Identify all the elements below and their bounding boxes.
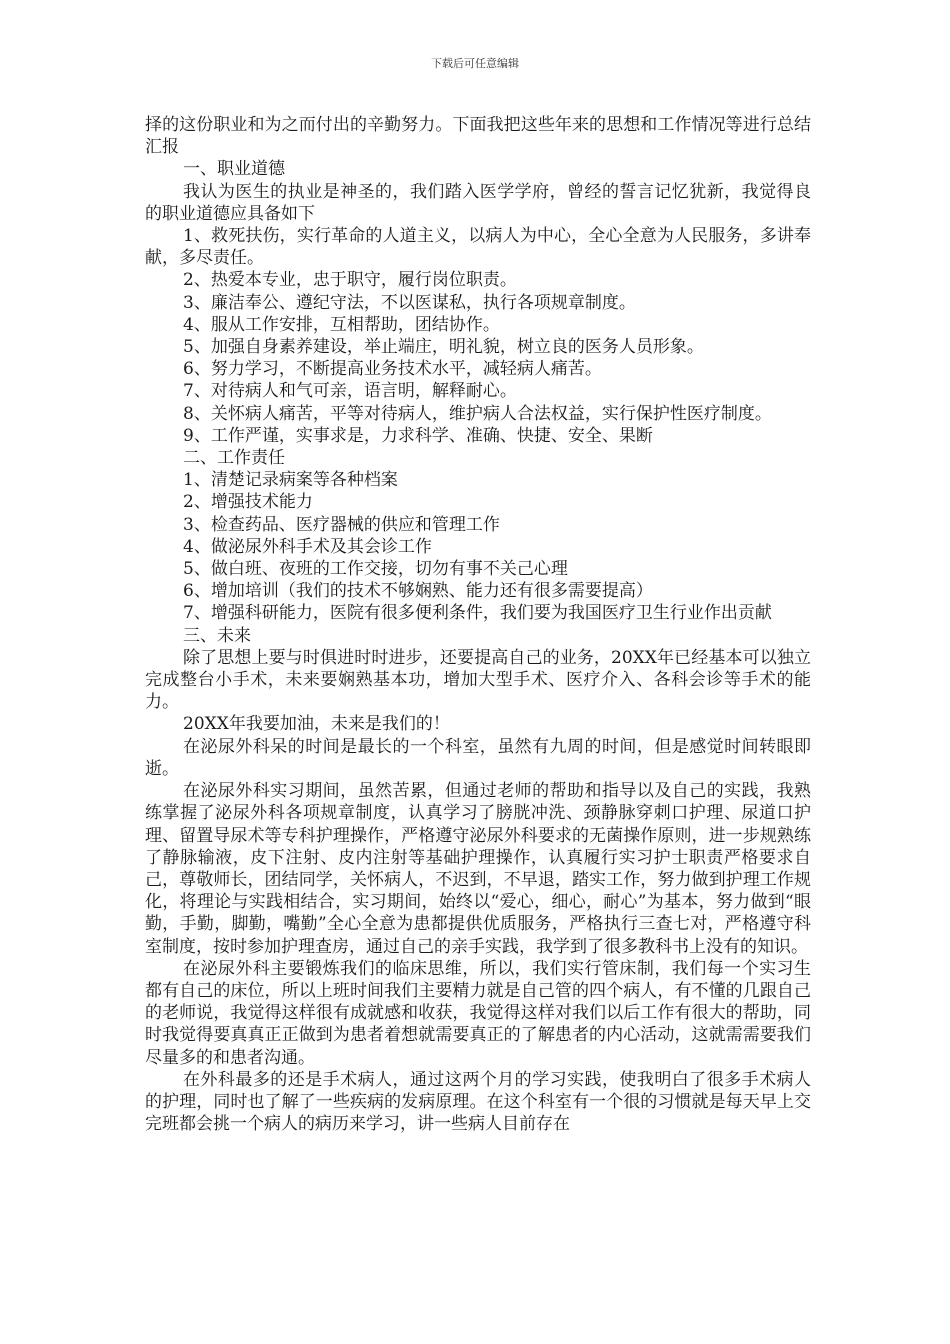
paragraph: 6、努力学习，不断提高业务技术水平，减轻病人痛苦。: [183, 359, 602, 380]
paragraph: 在泌尿外科主要锻炼我们的临床思维，所以，我们实行管床制，我们每一个实习生都有自己的床位，所以上班时间我们主要精力就是自己管的四个病人，有不懂的几跟自己的老师说，我觉得这样很有成就感和收获，我觉得这样对我们以后工作有很大的帮助，同时我觉得要真真正正做到为患者着想就需要真正的了解患者的内心活动，这就需需要我们尽量多的和患者沟通。: [145, 958, 811, 1068]
paragraph: 在泌尿外科呆的时间是最长的一个科室，虽然有九周的时间，但是感觉时间转眼即逝。: [145, 736, 811, 779]
paragraph: 在外科最多的还是手术病人，通过这两个月的学习实践，使我明白了很多手术病人的护理，同时也了解了一些疾病的发病原理。在这个科室有一个很的习惯就是每天早上交完班都会挑一个病人的病历来学习，讲一些病人目前存在: [145, 1069, 811, 1135]
paragraph: 一、职业道德: [183, 159, 285, 180]
paragraph: 我认为医生的执业是神圣的，我们踏入医学学府，曾经的誓言记忆犹新，我觉得良的职业道德应具备如下: [145, 181, 811, 224]
paragraph: 除了思想上要与时俱进时时进步，还要提高自己的业务，20XX年已经基本可以独立完成整台小手术，未来要娴熟基本功，增加大型手术、医疗介入、各科会诊等手术的能力。: [145, 647, 811, 713]
paragraph: 7、增强科研能力，医院有很多便利条件，我们要为我国医疗卫生行业作出贡献: [183, 603, 772, 624]
paragraph: 择的这份职业和为之而付出的辛勤努力。下面我把这些年来的思想和工作情况等进行总结汇报: [145, 115, 811, 158]
paragraph: 6、增加培训（我们的技术不够娴熟、能力还有很多需要提高）: [183, 581, 653, 602]
paragraph: 1、救死扶伤，实行革命的人道主义，以病人为中心，全心全意为人民服务，多讲奉献，多尽责任。: [145, 226, 811, 269]
paragraph: 2、热爱本专业，忠于职守，履行岗位职责。: [183, 270, 517, 291]
paragraph: 5、做白班、夜班的工作交接，切勿有事不关己心理: [183, 559, 568, 580]
paragraph: 9、工作严谨，实事求是，力求科学、准确、快捷、安全、果断: [183, 425, 653, 446]
paragraph: 4、服从工作安排，互相帮助，团结协作。: [183, 314, 500, 335]
paragraph: 二、工作责任: [183, 448, 285, 469]
paragraph: 1、清楚记录病案等各种档案: [183, 470, 398, 491]
paragraph: 在泌尿外科实习期间，虽然苦累，但通过老师的帮助和指导以及自己的实践，我熟练掌握了泌尿外科各项规章制度，认真学习了膀胱冲洗、颈静脉穿刺口护理、尿道口护理、留置导尿术等专科护理操作，严格遵守泌尿外科要求的无菌操作原则，进一步规熟练了静脉输液，皮下注射、皮内注射等基础护理操作，认真履行实习护士职责严格要求自己，尊敬师长，团结同学，关怀病人，不迟到，不早退，踏实工作，努力做到护理工作规化，将理论与实践相结合，实习期间，始终以“爱心，细心，耐心”为基本，努力做到“眼勤，手勤，脚勤，嘴勤”全心全意为患都提供优质服务，严格执行三查七对，严格遵守科室制度，按时参加护理查房，通过自己的亲手实践，我学到了很多教科书上没有的知识。: [145, 781, 811, 957]
paragraph: 3、检查药品、医疗器械的供应和管理工作: [183, 514, 500, 535]
paragraph: 20XX年我要加油，未来是我们的！: [183, 714, 450, 735]
paragraph: 三、未来: [183, 625, 251, 646]
paragraph: 8、关怀病人痛苦，平等对待病人，维护病人合法权益，实行保护性医疗制度。: [183, 403, 772, 424]
paragraph: 2、增强技术能力: [183, 492, 313, 513]
document-body: [145, 114, 811, 1135]
paragraph: 7、对待病人和气可亲，语言明，解释耐心。: [183, 381, 517, 402]
page-header: 下载后可任意编辑: [431, 57, 519, 70]
paragraph: 4、做泌尿外科手术及其会诊工作: [183, 536, 432, 557]
paragraph: 5、加强自身素养建设，举止端庄，明礼貌，树立良的医务人员形象。: [183, 337, 704, 358]
paragraph: 3、廉洁奉公、遵纪守法，不以医谋私，执行各项规章制度。: [183, 292, 636, 313]
